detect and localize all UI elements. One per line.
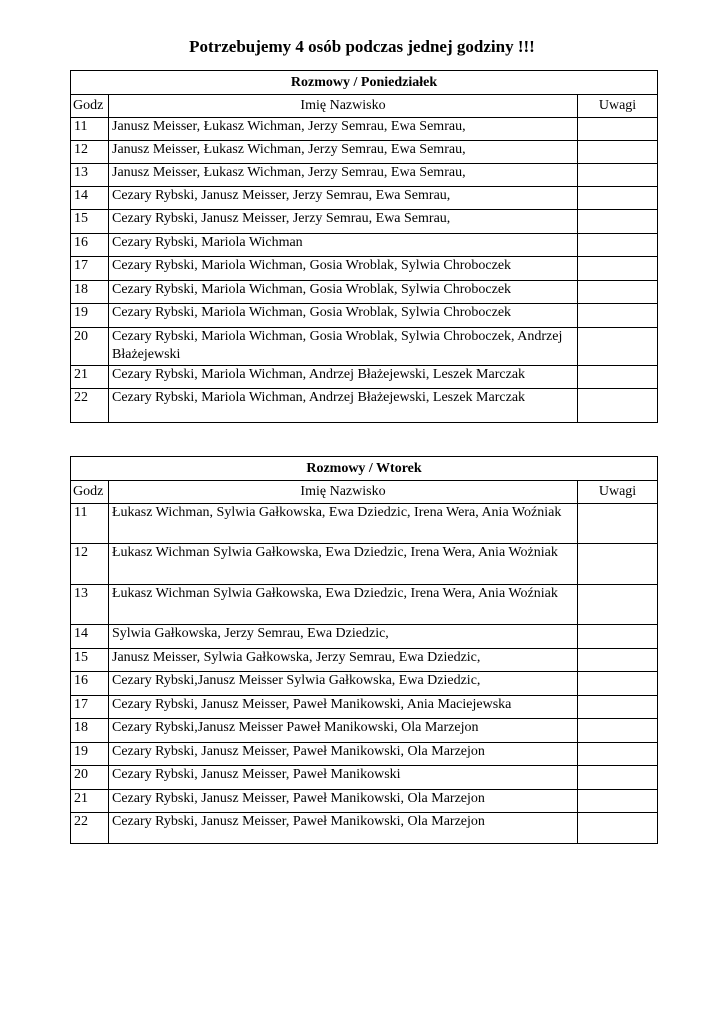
column-header-hour: Godz xyxy=(71,95,109,118)
hour-cell: 11 xyxy=(71,504,109,544)
column-header-names: Imię Nazwisko xyxy=(109,481,578,504)
table-row xyxy=(71,389,658,423)
names-cell: Łukasz Wichman Sylwia Gałkowska, Ewa Dziedzic, Irena Wera, Ania Wożniak xyxy=(109,544,578,585)
table-row xyxy=(71,164,658,187)
hour-cell: 12 xyxy=(71,544,109,585)
names-cell: Cezary Rybski, Janusz Meisser, Jerzy Semrau, Ewa Semrau, xyxy=(109,210,578,234)
section-title: Rozmowy / Poniedziałek xyxy=(71,71,658,95)
hour-cell: 17 xyxy=(71,696,109,719)
table-row xyxy=(71,118,658,141)
names-cell: Cezary Rybski, Janusz Meisser, Paweł Manikowski, Ola Marzejon xyxy=(109,813,578,844)
names-cell: Cezary Rybski, Mariola Wichman, Gosia Wroblak, Sylwia Chroboczek xyxy=(109,304,578,328)
hour-cell: 14 xyxy=(71,625,109,649)
notes-cell xyxy=(578,504,658,544)
notes-cell xyxy=(578,766,658,790)
hour-cell: 15 xyxy=(71,649,109,672)
tuesday-schedule-table xyxy=(70,456,658,844)
table-row xyxy=(71,304,658,328)
notes-cell xyxy=(578,366,658,389)
table-row xyxy=(71,234,658,257)
names-cell: Cezary Rybski, Mariola Wichman, Gosia Wroblak, Sylwia Chroboczek xyxy=(109,281,578,304)
notes-cell xyxy=(578,118,658,141)
table-row xyxy=(71,719,658,743)
names-cell: Cezary Rybski, Mariola Wichman, Gosia Wroblak, Sylwia Chroboczek, Andrzej Błażejewski xyxy=(109,328,578,366)
hour-cell: 19 xyxy=(71,304,109,328)
names-cell: Cezary Rybski, Janusz Meisser, Paweł Manikowski, Ola Marzejon xyxy=(109,790,578,813)
monday-schedule-table xyxy=(70,70,658,423)
notes-cell xyxy=(578,164,658,187)
column-header-hour: Godz xyxy=(71,481,109,504)
notes-cell xyxy=(578,790,658,813)
table-row xyxy=(71,743,658,766)
hour-cell: 12 xyxy=(71,141,109,164)
names-cell: Janusz Meisser, Łukasz Wichman, Jerzy Semrau, Ewa Semrau, xyxy=(109,141,578,164)
table-row xyxy=(71,141,658,164)
table-row xyxy=(71,257,658,281)
hour-cell: 13 xyxy=(71,585,109,625)
names-cell: Cezary Rybski,Janusz Meisser Sylwia Gałkowska, Ewa Dziedzic, xyxy=(109,672,578,696)
names-cell: Cezary Rybski, Mariola Wichman xyxy=(109,234,578,257)
hour-cell: 15 xyxy=(71,210,109,234)
table-row xyxy=(71,504,658,544)
notes-cell xyxy=(578,187,658,210)
hour-cell: 16 xyxy=(71,234,109,257)
names-cell: Cezary Rybski, Janusz Meisser, Paweł Manikowski, Ola Marzejon xyxy=(109,743,578,766)
names-cell: Łukasz Wichman, Sylwia Gałkowska, Ewa Dziedzic, Irena Wera, Ania Woźniak xyxy=(109,504,578,544)
page-title: Potrzebujemy 4 osób podczas jednej godziny !!! xyxy=(189,37,535,56)
names-cell: Janusz Meisser, Sylwia Gałkowska, Jerzy Semrau, Ewa Dziedzic, xyxy=(109,649,578,672)
names-cell: Janusz Meisser, Łukasz Wichman, Jerzy Semrau, Ewa Semrau, xyxy=(109,164,578,187)
hour-cell: 17 xyxy=(71,257,109,281)
hour-cell: 18 xyxy=(71,719,109,743)
table-row xyxy=(71,210,658,234)
notes-cell xyxy=(578,743,658,766)
notes-cell xyxy=(578,649,658,672)
names-cell: Cezary Rybski, Mariola Wichman, Andrzej Błażejewski, Leszek Marczak xyxy=(109,389,578,423)
table-row xyxy=(71,625,658,649)
table-row xyxy=(71,187,658,210)
hour-cell: 21 xyxy=(71,790,109,813)
hour-cell: 21 xyxy=(71,366,109,389)
notes-cell xyxy=(578,696,658,719)
notes-cell xyxy=(578,585,658,625)
hour-cell: 22 xyxy=(71,813,109,844)
column-header-names: Imię Nazwisko xyxy=(109,95,578,118)
names-cell: Sylwia Gałkowska, Jerzy Semrau, Ewa Dziedzic, xyxy=(109,625,578,649)
notes-cell xyxy=(578,813,658,844)
names-cell: Łukasz Wichman Sylwia Gałkowska, Ewa Dziedzic, Irena Wera, Ania Woźniak xyxy=(109,585,578,625)
names-cell: Cezary Rybski, Janusz Meisser, Jerzy Semrau, Ewa Semrau, xyxy=(109,187,578,210)
notes-cell xyxy=(578,544,658,585)
names-cell: Cezary Rybski, Janusz Meisser, Paweł Manikowski xyxy=(109,766,578,790)
hour-cell: 22 xyxy=(71,389,109,423)
hour-cell: 18 xyxy=(71,281,109,304)
names-cell: Cezary Rybski, Janusz Meisser, Paweł Manikowski, Ania Maciejewska xyxy=(109,696,578,719)
notes-cell xyxy=(578,234,658,257)
notes-cell xyxy=(578,389,658,423)
column-header-notes: Uwagi xyxy=(578,95,658,118)
table-row xyxy=(71,544,658,585)
names-cell: Cezary Rybski, Mariola Wichman, Gosia Wroblak, Sylwia Chroboczek xyxy=(109,257,578,281)
table-row xyxy=(71,649,658,672)
table-row xyxy=(71,281,658,304)
notes-cell xyxy=(578,719,658,743)
notes-cell xyxy=(578,304,658,328)
column-header-notes: Uwagi xyxy=(578,481,658,504)
notes-cell xyxy=(578,281,658,304)
table-row xyxy=(71,766,658,790)
hour-cell: 14 xyxy=(71,187,109,210)
notes-cell xyxy=(578,328,658,366)
table-row xyxy=(71,672,658,696)
hour-cell: 16 xyxy=(71,672,109,696)
table-row xyxy=(71,813,658,844)
table-row xyxy=(71,585,658,625)
notes-cell xyxy=(578,257,658,281)
hour-cell: 11 xyxy=(71,118,109,141)
notes-cell xyxy=(578,210,658,234)
section-title: Rozmowy / Wtorek xyxy=(71,457,658,481)
notes-cell xyxy=(578,625,658,649)
table-row xyxy=(71,696,658,719)
hour-cell: 13 xyxy=(71,164,109,187)
table-row xyxy=(71,366,658,389)
notes-cell xyxy=(578,672,658,696)
names-cell: Janusz Meisser, Łukasz Wichman, Jerzy Semrau, Ewa Semrau, xyxy=(109,118,578,141)
table-row xyxy=(71,328,658,366)
table-row xyxy=(71,790,658,813)
notes-cell xyxy=(578,141,658,164)
hour-cell: 20 xyxy=(71,328,109,366)
names-cell: Cezary Rybski, Mariola Wichman, Andrzej Błażejewski, Leszek Marczak xyxy=(109,366,578,389)
hour-cell: 20 xyxy=(71,766,109,790)
hour-cell: 19 xyxy=(71,743,109,766)
names-cell: Cezary Rybski,Janusz Meisser Paweł Manikowski, Ola Marzejon xyxy=(109,719,578,743)
